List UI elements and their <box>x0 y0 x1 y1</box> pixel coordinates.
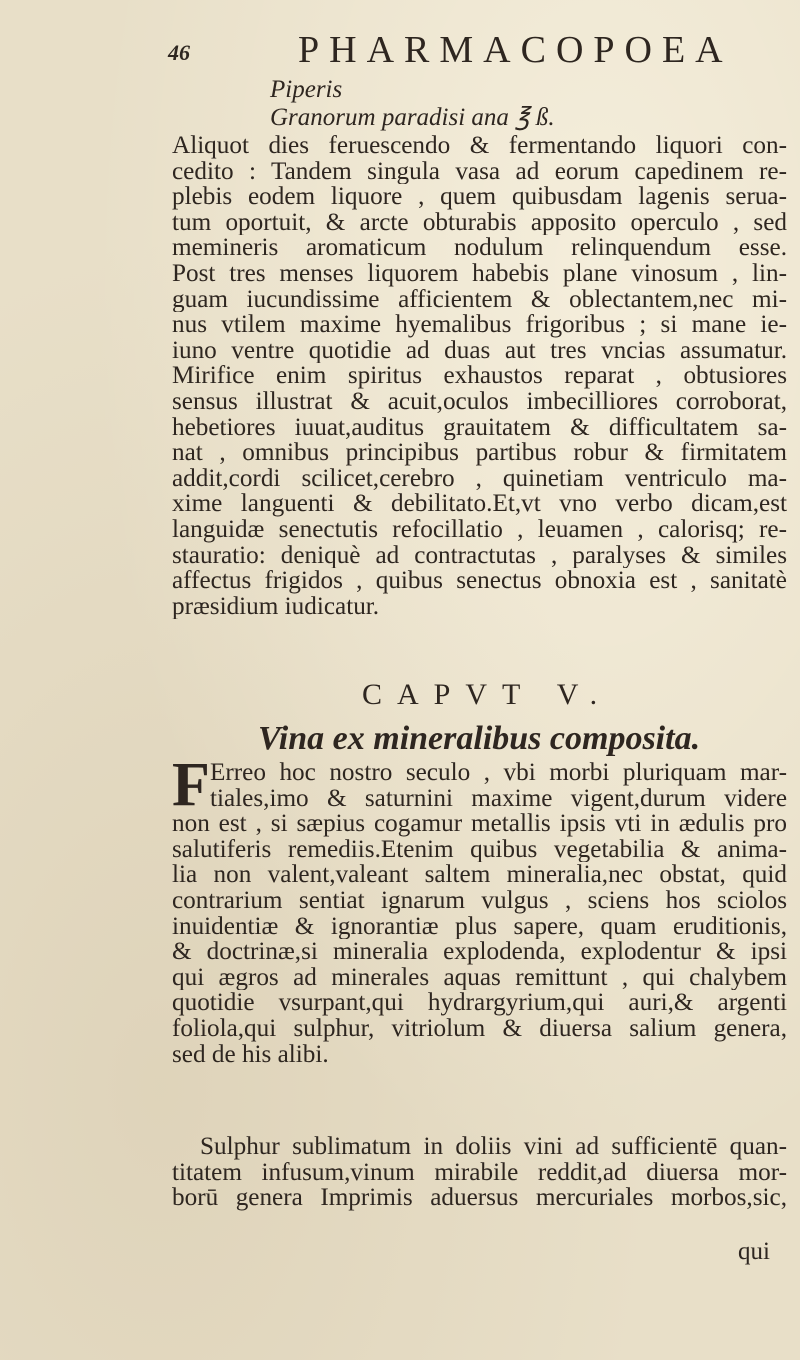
recipe-line: Granorum paradisi ana ℥ ß. <box>270 104 555 131</box>
text-line: affectus frigidos , quibus senectus obnoxia est , sanitatè <box>172 568 787 594</box>
page-number: 46 <box>168 40 190 65</box>
text-line: & doctrinæ,si mineralia explodenda, explodentur & ipsi <box>172 939 787 965</box>
paragraph-preparation <box>172 133 787 619</box>
chapter-heading: CAPVT V. <box>362 678 613 711</box>
drop-cap: F <box>172 751 210 819</box>
text-line: sed de his alibi. <box>172 1041 329 1068</box>
running-title: PHARMACOPOEA <box>298 29 733 71</box>
text-line: memineris aromaticum nodulum relinquendum esse. <box>172 235 787 261</box>
text-line: iuno ventre quotidie ad duas aut tres vncias assumatur. <box>172 337 787 364</box>
chapter-subtitle: Vina ex mineralibus composita. <box>258 720 701 757</box>
text-line: Erreo hoc nostro seculo , vbi morbi pluriquam mar- <box>210 760 787 786</box>
text-line: borū genera Imprimis aduersus mercuriales morbos,sic, <box>172 1185 787 1211</box>
text-line: Aliquot dies feruescendo & fermentando liquori con- <box>172 133 787 159</box>
text-line: tum oportuit, & arcte obturabis apposito operculo , sed <box>172 209 787 236</box>
text-line: contrarium sentiat ignarum vulgus , sciens hos sciolos <box>172 887 787 914</box>
recipe-ingredients <box>270 76 555 132</box>
text-line: inuidentiæ & ignorantiæ plus sapere, quam eruditionis, <box>172 913 787 940</box>
text-line: cedito : Tandem singula vasa ad eorum capedinem re- <box>172 158 787 185</box>
text-line: foliola,qui sulphur, vitriolum & diuersa salium genera, <box>172 1015 787 1042</box>
text-line: tiales,imo & saturnini maxime vigent,durum videre <box>210 785 787 812</box>
text-line: languidæ senectutis refocillatio , leuamen , calorisq; re- <box>172 516 787 543</box>
text-line: qui ægros ad minerales aquas remittunt , qui chalybem <box>172 964 787 991</box>
text-line: nat , omnibus principibus partibus robur & firmitatem <box>172 440 787 466</box>
text-line: salutiferis remediis.Etenim quibus vegetabilia & anima- <box>172 836 787 863</box>
text-line: Post tres menses liquorem habebis plane vinosum , lin- <box>172 260 787 287</box>
paragraph-introduction <box>172 760 787 1067</box>
catchword: qui <box>738 1238 770 1265</box>
text-line: hebetiores iuuat,auditus grauitatem & difficultatem sa- <box>172 414 787 441</box>
text-line: titatem infusum,vinum mirabile reddit,ad diuersa mor- <box>172 1159 787 1186</box>
text-line: stauratio: deniquè ad contractutas , paralyses & similes <box>172 542 787 569</box>
text-line: nus vtilem maxime hyemalibus frigoribus ; si mane ie- <box>172 312 787 338</box>
text-line: addit,cordi scilicet,cerebro , quinetiam ventriculo ma- <box>172 465 787 492</box>
text-line: xime languenti & debilitato.Et,vt vno verbo dicam,est <box>172 491 787 517</box>
text-line: plebis eodem liquore , quem quibusdam lagenis serua- <box>172 184 787 210</box>
text-line: sensus illustrat & acuit,oculos imbecilliores corroborat, <box>172 388 787 415</box>
text-line: non est , si sæpius cogamur metallis ipsis vti in ædulis pro <box>172 811 787 837</box>
text-line: præsidium iudicatur. <box>172 593 380 620</box>
page-header <box>168 26 733 71</box>
recipe-line: Piperis <box>270 76 343 103</box>
text-line: Sulphur sublimatum in doliis vini ad sufficientē quan- <box>200 1134 787 1160</box>
text-line: quotidie vsurpant,qui hydrargyrium,qui auri,& argenti <box>172 990 787 1016</box>
paragraph-sulphur <box>172 1134 787 1211</box>
text-line: lia non valent,valeant saltem mineralia,nec obstat, quid <box>172 862 787 888</box>
text-line: Mirifice enim spiritus exhaustos reparat , obtusiores <box>172 363 787 389</box>
text-line: guam iucundissime afficientem & oblectantem,nec mi- <box>172 286 787 313</box>
